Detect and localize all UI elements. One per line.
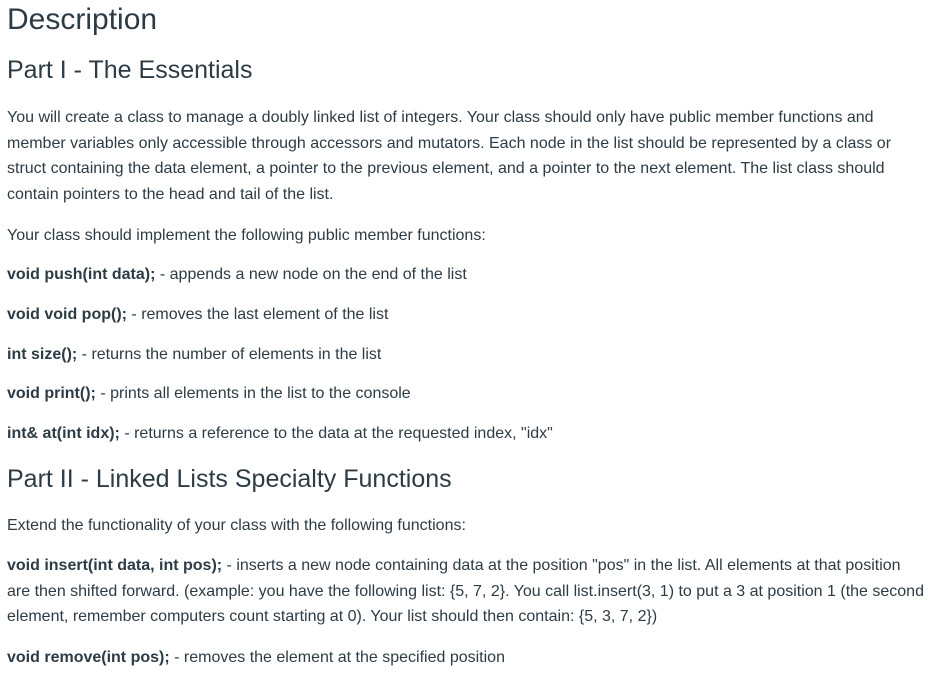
function-remove bbox=[7, 645, 925, 671]
function-signature: int size(); bbox=[7, 346, 78, 363]
function-size bbox=[7, 342, 925, 368]
function-at bbox=[7, 421, 925, 447]
function-description: - returns the number of elements in the list bbox=[77, 346, 382, 363]
function-signature: void remove(int pos); bbox=[7, 649, 170, 666]
function-signature: void push(int data); bbox=[7, 266, 156, 283]
function-description: - appends a new node on the end of the list bbox=[155, 266, 467, 283]
function-description: - prints all elements in the list to the console bbox=[95, 385, 411, 402]
part2-heading: Part II - Linked Lists Specialty Functions bbox=[7, 465, 452, 493]
function-description: - inserts a new node containing data at the position "pos" in the list. All elements at that position are then shifted forward. (example: you have the following list: {5, 7, 2}. You call list.insert(3, 1) to put a 3 at position 1 (the second element, remember computers count starting at 0). Your list should then contain: {5, 3, 7, 2}) bbox=[7, 557, 924, 625]
page-title: Description bbox=[7, 3, 158, 36]
function-push bbox=[7, 262, 925, 288]
part1-intro: You will create a class to manage a doubly linked list of integers. Your class should only have public member functions and member variables only accessible through accessors and mutators. Each node in the list should be represented by a class or struct containing the data element, a pointer to the previous element, and a pointer to the next element. The list class should contain pointers to the head and tail of the list. bbox=[7, 109, 892, 203]
function-pop bbox=[7, 302, 925, 328]
function-signature: int& at(int idx); bbox=[7, 425, 120, 442]
part2-lead: Extend the functionality of your class with the following functions: bbox=[7, 517, 466, 534]
part1-heading: Part I - The Essentials bbox=[7, 56, 253, 84]
function-description: - removes the last element of the list bbox=[126, 306, 389, 323]
function-signature: void insert(int data, int pos); bbox=[7, 557, 223, 574]
function-description: - returns a reference to the data at the requested index, "idx" bbox=[119, 425, 553, 442]
function-print bbox=[7, 381, 925, 407]
function-signature: void void pop(); bbox=[7, 306, 127, 323]
function-signature: void print(); bbox=[7, 385, 96, 402]
function-description: - removes the element at the specified position bbox=[169, 649, 505, 666]
part1-lead: Your class should implement the following public member functions: bbox=[7, 227, 486, 244]
function-insert bbox=[7, 553, 925, 630]
